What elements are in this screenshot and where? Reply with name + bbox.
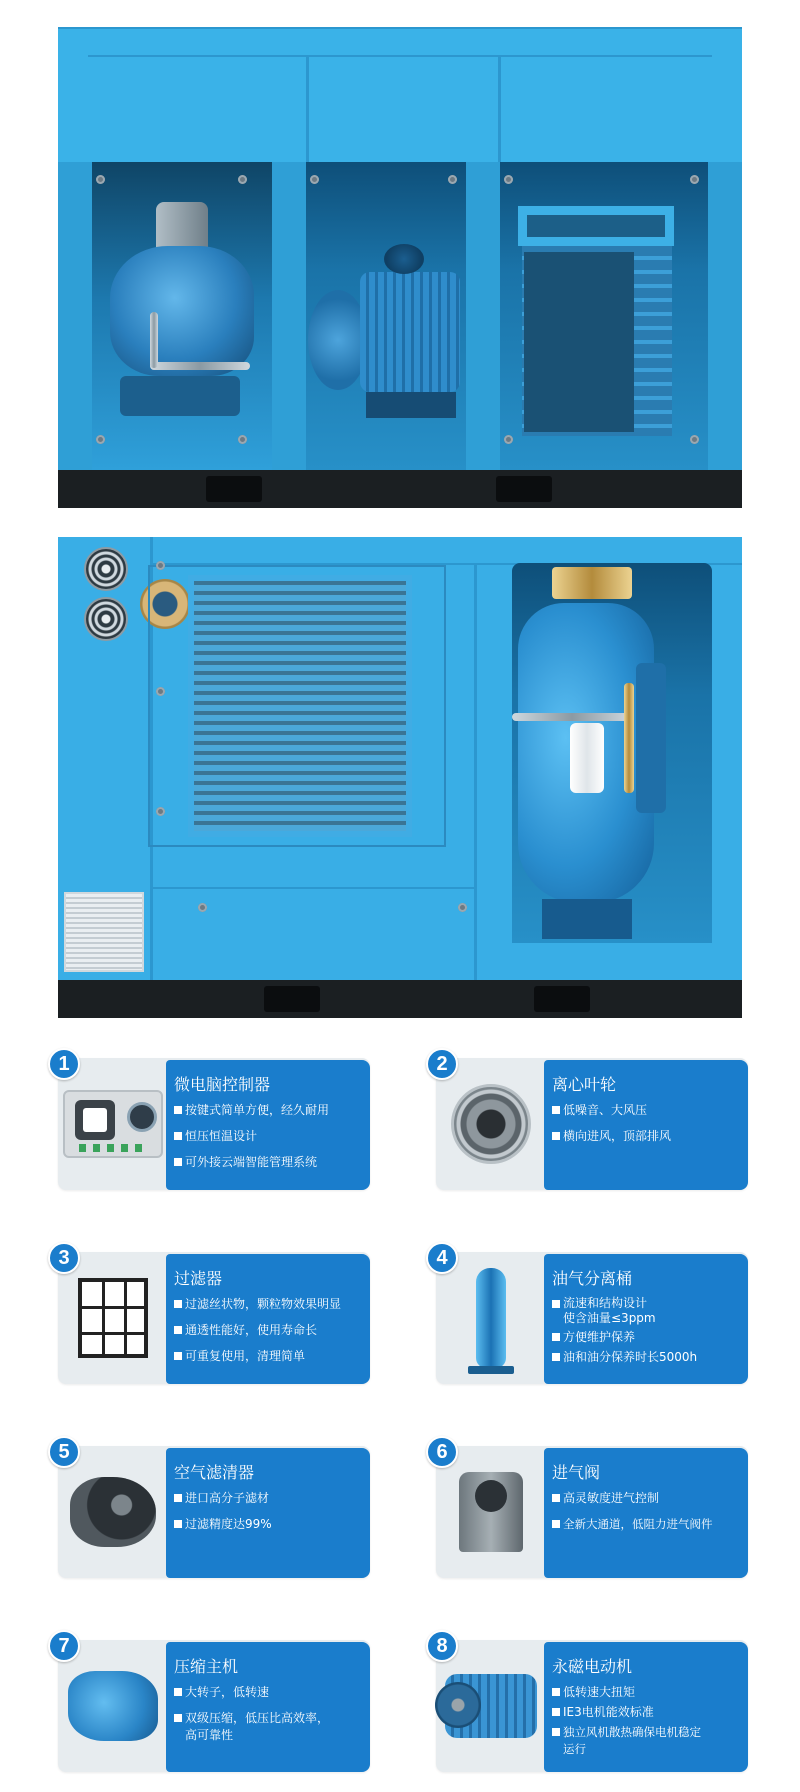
feature-title: 过滤器 [174, 1269, 223, 1288]
feature-item: 恒压恒温设计 [174, 1128, 364, 1145]
controller-panel-icon [58, 1058, 168, 1190]
feature-number-badge: 5 [48, 1436, 80, 1468]
feature-item: 独立风机散热确保电机稳定 运行 [552, 1724, 742, 1758]
compressor-side-photo [58, 537, 742, 1018]
feature-card-controller [58, 1053, 370, 1190]
feature-number-badge: 3 [48, 1242, 80, 1274]
feature-title: 微电脑控制器 [174, 1075, 271, 1094]
feature-item: 低转速大扭矩 [552, 1684, 742, 1701]
feature-title: 离心叶轮 [552, 1075, 617, 1094]
feature-number-badge: 8 [426, 1630, 458, 1662]
airend-icon [58, 1640, 168, 1772]
feature-item: IE3电机能效标准 [552, 1704, 742, 1721]
feature-item: 流速和结构设计 使含油量≤3ppm [552, 1296, 742, 1326]
feature-card-intake-valve [436, 1441, 748, 1578]
feature-number-badge: 2 [426, 1048, 458, 1080]
machine-base [58, 470, 742, 508]
feature-card-air-filter [58, 1441, 370, 1578]
feature-item: 进口高分子滤材 [174, 1490, 364, 1507]
pm-motor-icon [436, 1640, 546, 1772]
feature-item: 方便维护保养 [552, 1329, 742, 1346]
ventilation-grille [188, 575, 412, 837]
feature-title: 永磁电动机 [552, 1657, 633, 1676]
feature-number-badge: 1 [48, 1048, 80, 1080]
feature-card-impeller [436, 1053, 748, 1190]
feature-item: 低噪音、大风压 [552, 1102, 742, 1119]
feature-card-separator [436, 1247, 748, 1384]
feature-item: 横向进风，顶部排风 [552, 1128, 742, 1145]
feature-item: 高灵敏度进气控制 [552, 1490, 742, 1507]
feature-item: 全新大通道，低阻力进气阀件 [552, 1516, 742, 1533]
cooler-window [500, 162, 708, 470]
feature-item: 油和油分保养时长5000h [552, 1349, 742, 1366]
machine-base [58, 980, 742, 1018]
feature-item: 可外接云端智能管理系统 [174, 1154, 364, 1171]
separator-tank-icon [436, 1252, 546, 1384]
feature-item: 通透性能好，使用寿命长 [174, 1322, 364, 1339]
cooling-fan-icon [84, 547, 128, 591]
feature-item: 过滤精度达99% [174, 1516, 364, 1533]
intake-valve-icon [436, 1446, 546, 1578]
feature-card-airend [58, 1635, 370, 1772]
feature-title: 空气滤清器 [174, 1463, 255, 1482]
separator-window [512, 563, 712, 943]
feature-item: 双级压缩，低压比高效率， 高可靠性 [174, 1710, 364, 1744]
impeller-icon [436, 1058, 546, 1190]
feature-card-filter [58, 1247, 370, 1384]
feature-number-badge: 7 [48, 1630, 80, 1662]
air-filter-icon [58, 1446, 168, 1578]
filter-grid-icon [58, 1252, 168, 1384]
feature-item: 大转子，低转速 [174, 1684, 364, 1701]
air-vent [64, 892, 144, 972]
feature-title: 进气阀 [552, 1463, 601, 1482]
feature-number-badge: 4 [426, 1242, 458, 1274]
feature-card-pm-motor [436, 1635, 748, 1772]
motor-window [306, 162, 466, 470]
top-panel [58, 27, 742, 162]
airend-window [92, 162, 272, 470]
feature-title: 油气分离桶 [552, 1269, 633, 1288]
cooling-fan-icon [84, 597, 128, 641]
feature-item: 可重复使用，清理简单 [174, 1348, 364, 1365]
feature-item: 按键式简单方便，经久耐用 [174, 1102, 364, 1119]
compressor-interior-photo [58, 27, 742, 508]
feature-number-badge: 6 [426, 1436, 458, 1468]
feature-item: 过滤丝状物，颗粒物效果明显 [174, 1296, 364, 1313]
feature-title: 压缩主机 [174, 1657, 239, 1676]
